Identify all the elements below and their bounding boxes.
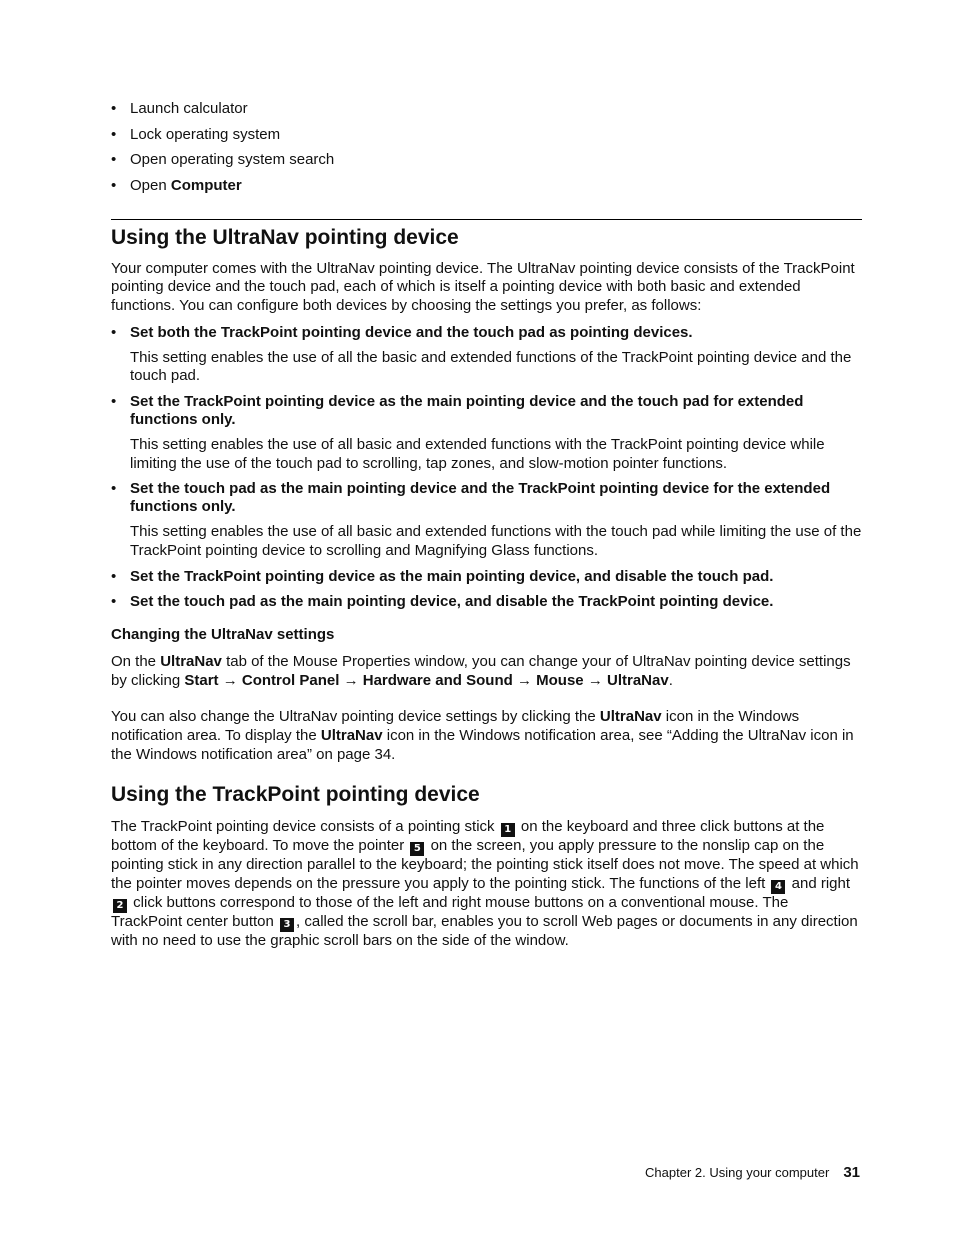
option-item (111, 593, 862, 611)
text: tab of the Mouse Properties window, you can change your of UltraNav pointing device settings by clicking (111, 652, 851, 689)
text: icon in the Windows notification area, see “Adding the UltraNav icon in the Windows notification area” on page 34. (111, 726, 854, 763)
ultranav-options (111, 324, 862, 611)
text: click buttons correspond to those of the left and right mouse buttons on a conventional mouse. The TrackPoint center button (111, 894, 789, 931)
callout-badge-2: 2 (113, 899, 127, 913)
option-desc: This setting enables the use of all the basic and extended functions of the TrackPoint pointing device and the touch pad. (130, 348, 852, 385)
path-step: Hardware and Sound (362, 671, 513, 689)
callout-badge-1: 1 (501, 823, 515, 837)
list-item-text: Open (130, 176, 171, 194)
option-item (111, 393, 862, 473)
changing-settings-paragraph (111, 653, 862, 690)
option-title: • Set the touch pad as the main pointing device and the TrackPoint pointing device for the extended functions only. (130, 480, 831, 516)
list-item (111, 177, 862, 195)
bold-text: UltraNav (599, 708, 662, 726)
text: and right (787, 875, 851, 893)
list-item: • Open operating system search (111, 151, 862, 169)
page-number: 31 (843, 1164, 860, 1181)
trackpoint-paragraph (111, 818, 862, 950)
page-content (111, 100, 862, 951)
section-divider (111, 219, 862, 220)
option-title: • Set both the TrackPoint pointing device and the touch pad as pointing devices. (130, 323, 693, 341)
footer-chapter: Chapter 2. Using your computer (645, 1165, 830, 1180)
path-step: Control Panel (241, 671, 340, 689)
text: . (668, 671, 673, 689)
text: The TrackPoint pointing device consists of a pointing stick (111, 818, 499, 836)
callout-badge-4: 4 (771, 880, 785, 894)
text: icon in the Windows notification area. To display the (111, 708, 800, 744)
callout-badge-3: 3 (280, 918, 294, 932)
list-item-bold: Computer (170, 176, 242, 194)
ultranav-heading: Using the UltraNav pointing device (111, 225, 459, 249)
option-item (111, 480, 862, 560)
arrow-icon: → (516, 671, 532, 689)
arrow-icon: → (343, 671, 359, 689)
trackpoint-heading: Using the TrackPoint pointing device (111, 783, 480, 807)
notification-paragraph (111, 708, 862, 764)
changing-settings-heading: Changing the UltraNav settings (111, 625, 335, 643)
arrow-icon: → (587, 671, 603, 689)
text: on the screen, you apply pressure to the nonslip cap on the pointing stick in any direction parallel to the keyboard; the pointing stick itself does not move. The speed at which the pointer moves depends on the pressure you apply to the pointing stick. The functions of the left (111, 837, 859, 893)
list-item: • Lock operating system (111, 126, 862, 144)
option-desc: This setting enables the use of all basic and extended functions with the TrackPoint pointing device while limiting the use of the touch pad to scrolling, tap zones, and slow-motion pointer functions. (130, 436, 825, 472)
text: You can also change the UltraNav pointing device settings by clicking the (111, 708, 600, 726)
list-item: • Launch calculator (111, 100, 862, 118)
text: , called the scroll bar, enables you to scroll Web pages or documents in any direction with no need to use the graphic scroll bars on the side of the window. (111, 913, 858, 950)
arrow-icon: → (222, 671, 238, 689)
page-footer (645, 1164, 860, 1181)
option-title: • Set the TrackPoint pointing device as the main pointing device and the touch pad for extended functions only. (130, 393, 804, 429)
text: on the keyboard and three click buttons at the bottom of the keyboard. To move the pointer (111, 818, 825, 855)
bold-text: UltraNav (320, 726, 383, 744)
option-desc: This setting enables the use of all basic and extended functions with the touch pad while limiting the use of the TrackPoint pointing device to scrolling and Magnifying Glass functions. (130, 523, 862, 560)
option-title: • Set the TrackPoint pointing device as the main pointing device, and disable the touch pad. (130, 567, 774, 585)
path-step: Start (184, 671, 219, 689)
callout-badge-5: 5 (410, 842, 424, 856)
path-step: UltraNav (606, 671, 669, 689)
text: On the (111, 652, 161, 670)
option-title: • Set the touch pad as the main pointing device, and disable the TrackPoint pointing device. (130, 592, 774, 610)
path-step: Mouse (536, 671, 584, 689)
ultranav-intro: Your computer comes with the UltraNav pointing device. The UltraNav pointing device consists of the TrackPoint pointing device and the touch pad, each of which is itself a pointing device with both basic and extended functions. You can configure both devices by choosing the settings you prefer, as follows: (111, 259, 855, 314)
feature-list (111, 100, 862, 195)
option-item (111, 324, 862, 386)
option-item (111, 568, 862, 586)
bold-text: UltraNav (160, 652, 222, 670)
